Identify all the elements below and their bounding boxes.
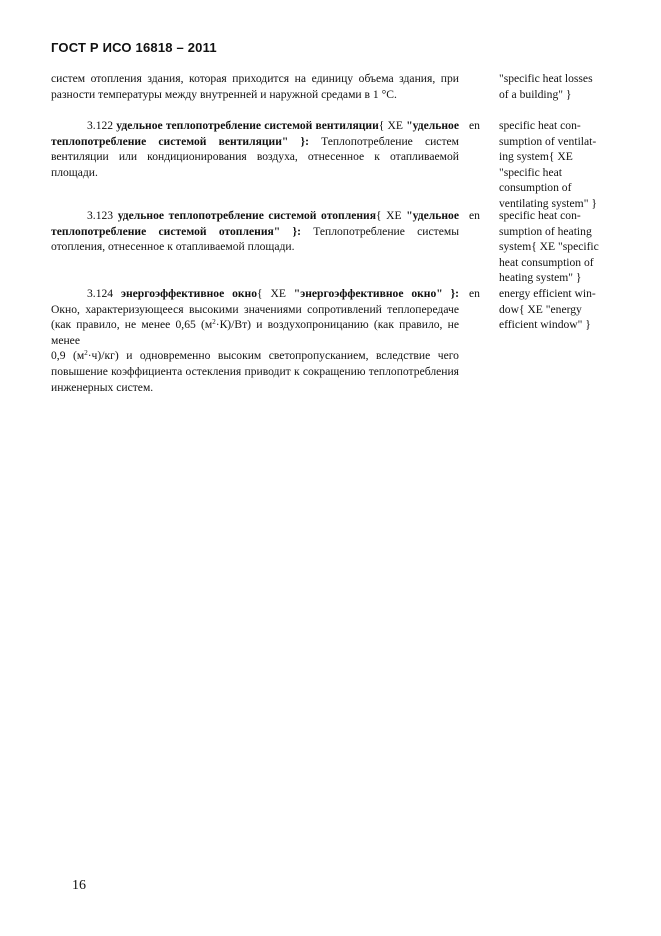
en-line: specific heat con-	[499, 209, 581, 222]
en-line: of a building" }	[499, 87, 572, 101]
en-line: specific heat con-	[499, 119, 581, 132]
en-line: heating system" }	[499, 271, 582, 285]
en-line: ventilating system" }	[499, 196, 597, 210]
page-number: 16	[72, 878, 86, 893]
entry-definition: Теплопотребление систем вентиляции или кондиционирования воздуха, отнесенное к отапливаемой площади.	[51, 134, 460, 179]
en-line: efficient window" }	[499, 318, 591, 332]
en-line: energy efficient win-	[499, 287, 596, 300]
entry-paragraph	[51, 118, 459, 180]
entry-en	[499, 286, 621, 333]
xe-close: }:	[288, 134, 309, 148]
entry-lang: en	[469, 119, 480, 132]
en-line: "specific heat	[499, 165, 562, 179]
xe-open: { XE	[376, 209, 402, 222]
entry-paragraph	[51, 208, 459, 255]
entry-term: удельное теплопотребление системой вентиляции	[116, 119, 379, 132]
entry-term: энергоэффективное окно	[120, 287, 258, 300]
entry-ru	[51, 286, 459, 395]
en-line: sumption of ventilat-	[499, 134, 597, 148]
en-line: system{ XE "specific	[499, 240, 599, 254]
en-line: sumption of heating	[499, 224, 592, 238]
entry-lang: en	[469, 209, 480, 222]
en-line: ing system{ XE	[499, 150, 573, 164]
entry-en	[499, 208, 621, 286]
entry-definition-part: ·ч)/кг) и одновременно высоким светопропусканием, вследствие чего повышение коэффициента остекления приводит к сокращению теплопотребления инженерных систем.	[51, 349, 459, 394]
entry-number: 3.122	[87, 119, 114, 132]
en-line: dow{ XE "energy	[499, 302, 582, 316]
entry-en	[499, 118, 621, 212]
entry-paragraph	[51, 286, 459, 348]
entry-lang: en	[469, 287, 480, 300]
en-line: "specific heat losses	[499, 72, 593, 85]
entry-definition: Теплопотребление системы отопления, отнесенное к отапливаемой площади.	[51, 224, 459, 254]
entry-term: удельное теплопотребление системой отопления	[117, 209, 377, 222]
xe-open: { XE	[378, 119, 403, 132]
entry-number: 3.123	[87, 209, 114, 222]
superscript: 2	[84, 349, 88, 358]
entry-definition-part: 0,9 (м	[51, 349, 85, 363]
intro-paragraph: систем отопления здания, которая приходится на единицу объема здания, при разности температуры между внутренней и наружной средами в 1 °С.	[51, 72, 459, 101]
document-header: ГОСТ Р ИСО 16818 – 2011	[51, 40, 217, 55]
entry-definition-part: ·К)/Вт) и воздухопроницанию (как правило, не менее	[51, 318, 460, 347]
entry-ru	[51, 118, 459, 180]
entry-number: 3.124	[87, 287, 114, 300]
intro-en	[499, 71, 621, 102]
xe-term: "удельное теплопотребление системой отопления"	[51, 209, 459, 238]
entry-ru	[51, 208, 459, 255]
en-line: heat consumption of	[499, 255, 594, 269]
xe-close: }:	[280, 224, 301, 238]
en-line: consumption of	[499, 181, 572, 195]
xe-close: }:	[442, 287, 459, 300]
entry-paragraph-continued	[51, 348, 459, 395]
superscript: 2	[212, 318, 216, 327]
xe-term: "энергоэффективное окно"	[293, 287, 443, 300]
xe-term: "удельное теплопотребление системой вентиляции"	[51, 119, 459, 148]
intro-text	[51, 71, 459, 102]
entry-definition-part: Окно, характеризующееся высокими значениями сопротивлений теплопередаче (как правило, не менее 0,65 (м	[51, 302, 459, 332]
xe-open: { XE	[257, 287, 286, 300]
